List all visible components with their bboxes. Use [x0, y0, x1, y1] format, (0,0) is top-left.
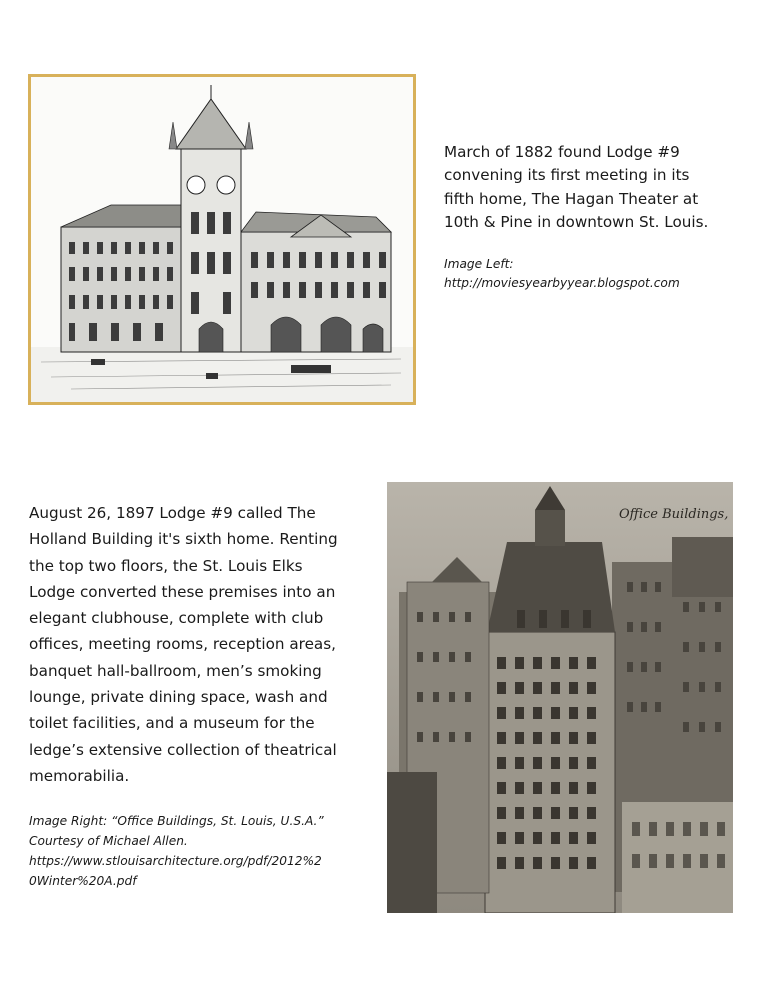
image-right-caption-url: https://www.stlouisarchitecture.org/pdf/2012%2 0Winter%20A.pdf: [29, 854, 322, 889]
hagan-theater-image-frame: [28, 74, 416, 405]
office-buildings-photo: [387, 482, 733, 913]
image-left-caption: Image Left: http://moviesyearbyyear.blogspot.com: [444, 256, 680, 290]
office-buildings-illustration: [387, 482, 733, 913]
image-right-caption-title: Image Right: “Office Buildings, St. Louis, U.S.A.”: [29, 814, 324, 829]
office-buildings-overlay-text: Office Buildings,: [619, 507, 729, 522]
hagan-theater-paragraph: March of 1882 found Lodge #9 convening its first meeting in its fifth home, The Hagan Theater at 10th & Pine in downtown St. Louis.: [444, 143, 709, 232]
holland-building-paragraph: August 26, 1897 Lodge #9 called The Holland Building it's sixth home. Renting the top two floors, the St. Louis Elks Lodge converted these premises into an elegant clubhouse, complete with club offices, meeting rooms, reception areas, banquet hall-ballroom, men’s smoking lounge, private dining space, wash and toilet facilities, and a museum for the ledge’s extensive collection of theatrical memorabilia.: [29, 504, 338, 785]
image-right-caption: [29, 811, 374, 891]
hagan-theater-engraving: [31, 77, 413, 402]
top-text-block: [444, 141, 744, 293]
image-right-caption-credit: Courtesy of Michael Allen.: [29, 834, 188, 849]
bottom-text-block: [29, 500, 374, 891]
